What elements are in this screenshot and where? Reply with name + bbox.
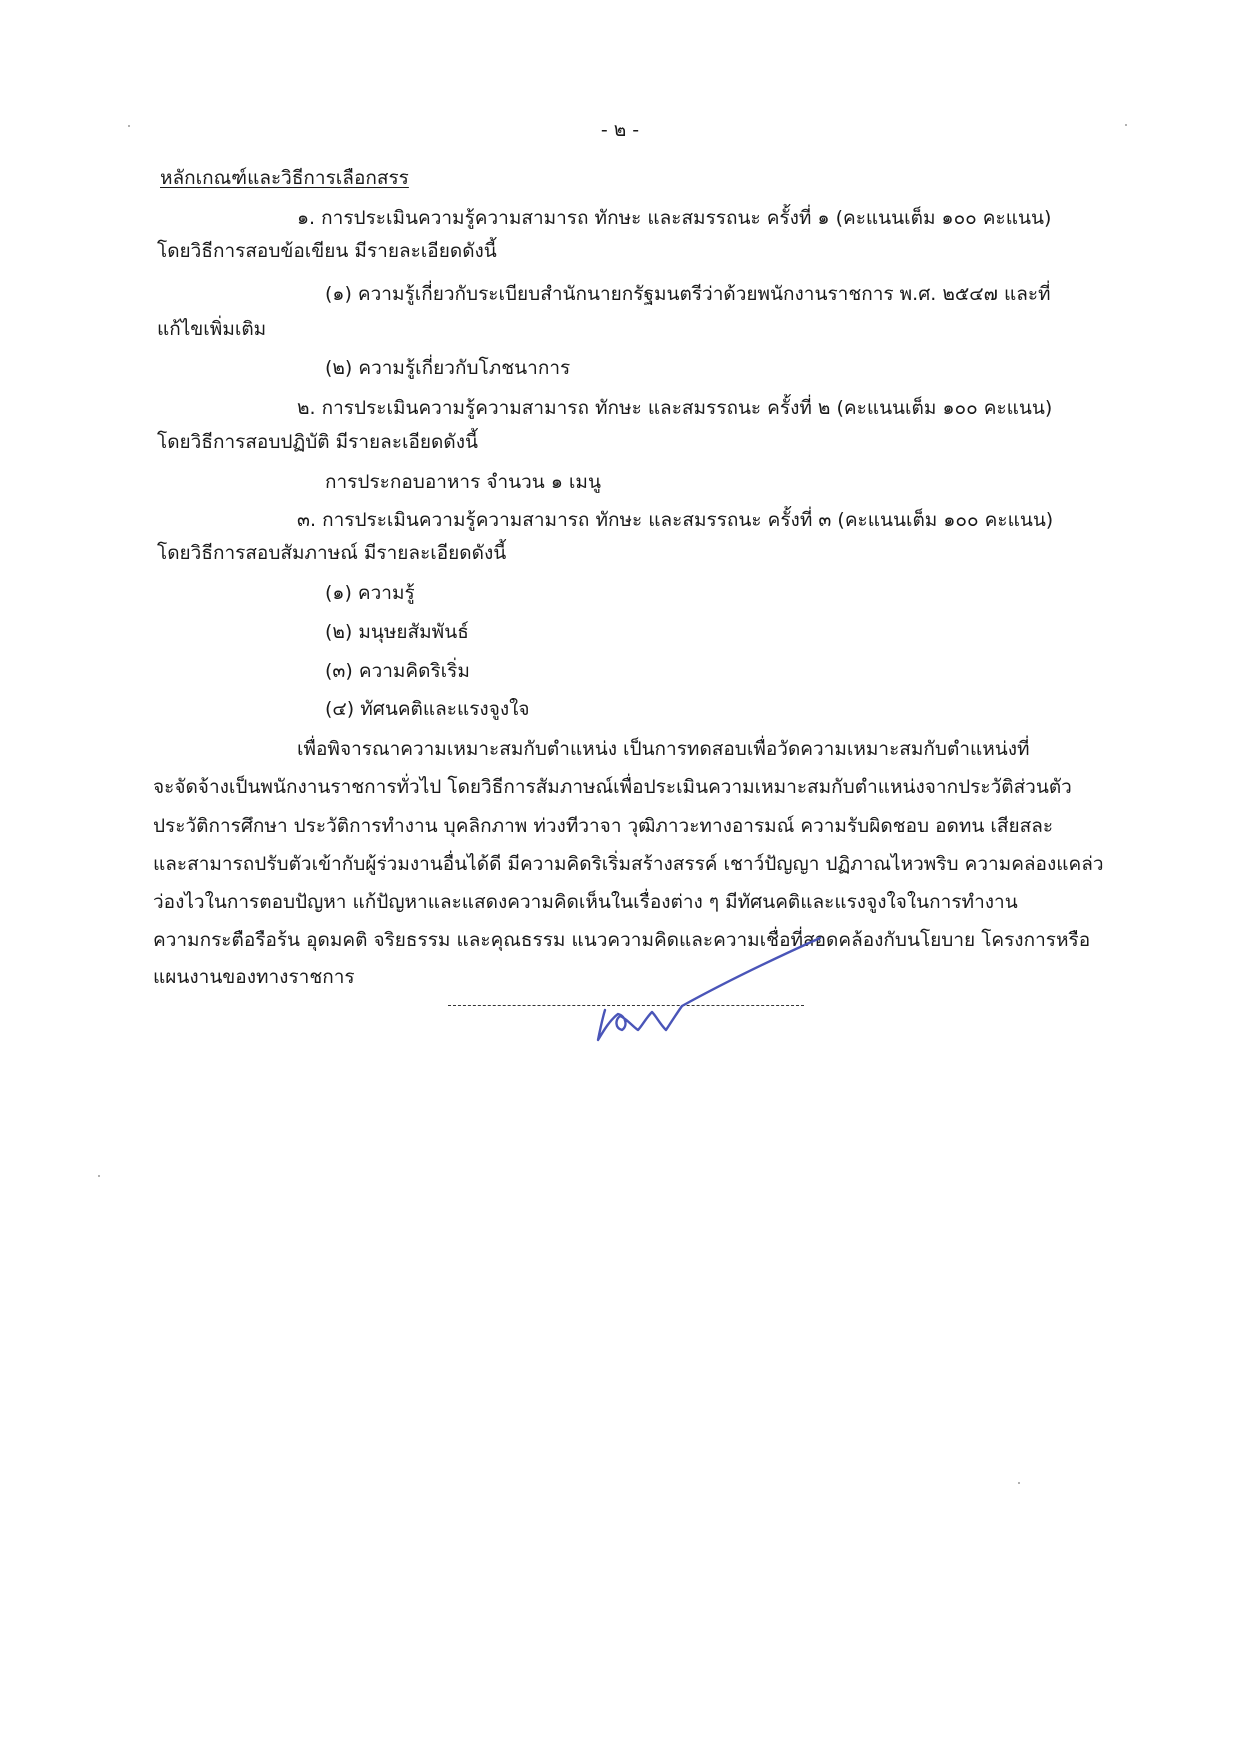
criterion-3-item-4: (๔) ทัศนคติและแรงจูงใจ [325,698,530,720]
paragraph-line-2: จะจัดจ้างเป็นพนักงานราชการทั่วไป โดยวิธีการสัมภาษณ์เพื่อประเมินความเหมาะสมกับตำแหน่งจากประวัติส่วนตัว [153,776,1072,798]
page-number: - ๒ - [600,119,640,141]
paragraph-line-4: และสามารถปรับตัวเข้ากับผู้ร่วมงานอื่นได้ดี มีความคิดริเริ่มสร้างสรรค์ เชาว์ปัญญา ปฏิภาณไหวพริบ ความคล่องแคล่ว [153,853,1104,875]
criterion-3-item-1: (๑) ความรู้ [325,582,415,604]
criterion-1-title: ๑. การประเมินความรู้ความสามารถ ทักษะ และสมรรถนะ ครั้งที่ ๑ (คะแนนเต็ม ๑๐๐ คะแนน) [297,207,1052,229]
criterion-2-method: โดยวิธีการสอบปฏิบัติ มีรายละเอียดดังนี้ [157,431,479,453]
scan-speck [1125,124,1127,126]
paragraph-line-3: ประวัติการศึกษา ประวัติการทำงาน บุคลิกภาพ ท่วงทีวาจา วุฒิภาวะทางอารมณ์ ความรับผิดชอบ อดทน เสียสละ [153,815,1054,837]
section-heading: หลักเกณฑ์และวิธีการเลือกสรร [160,167,409,189]
criterion-1-item-2: (๒) ความรู้เกี่ยวกับโภชนาการ [325,357,571,379]
signature-icon [420,920,840,1070]
criterion-1-method: โดยวิธีการสอบข้อเขียน มีรายละเอียดดังนี้ [157,240,497,262]
criterion-3-item-3: (๓) ความคิดริเริ่ม [325,660,470,682]
paragraph-line-6: ความกระตือรือร้น อุดมคติ จริยธรรม และคุณธรรม แนวความคิดและความเชื่อที่สอดคล้องกับนโยบาย โครงการหรือ [153,929,1091,951]
criterion-3-item-2: (๒) มนุษยสัมพันธ์ [325,621,469,643]
scan-speck [98,1175,100,1177]
criterion-2-item-1: การประกอบอาหาร จำนวน ๑ เมนู [325,471,601,493]
paragraph-line-1: เพื่อพิจารณาความเหมาะสมกับตำแหน่ง เป็นการทดสอบเพื่อวัดความเหมาะสมกับตำแหน่งที่ [297,738,1030,760]
criterion-1-item-1-cont: แก้ไขเพิ่มเติม [157,318,267,340]
criterion-2-title: ๒. การประเมินความรู้ความสามารถ ทักษะ และสมรรถนะ ครั้งที่ ๒ (คะแนนเต็ม ๑๐๐ คะแนน) [297,397,1053,419]
criterion-1-item-1: (๑) ความรู้เกี่ยวกับระเบียบสำนักนายกรัฐมนตรีว่าด้วยพนักงานราชการ พ.ศ. ๒๕๔๗ และที่ [325,283,1051,305]
paragraph-line-7: แผนงานของทางราชการ [153,966,355,988]
scan-speck [1018,1482,1020,1484]
paragraph-line-5: ว่องไวในการตอบปัญหา แก้ปัญหาและแสดงความคิดเห็นในเรื่องต่าง ๆ มีทัศนคติและแรงจูงใจในการทำงาน [153,891,1018,913]
scan-speck [128,125,130,127]
criterion-3-title: ๓. การประเมินความรู้ความสามารถ ทักษะ และสมรรถนะ ครั้งที่ ๓ (คะแนนเต็ม ๑๐๐ คะแนน) [297,509,1054,531]
criterion-3-method: โดยวิธีการสอบสัมภาษณ์ มีรายละเอียดดังนี้ [157,542,507,564]
